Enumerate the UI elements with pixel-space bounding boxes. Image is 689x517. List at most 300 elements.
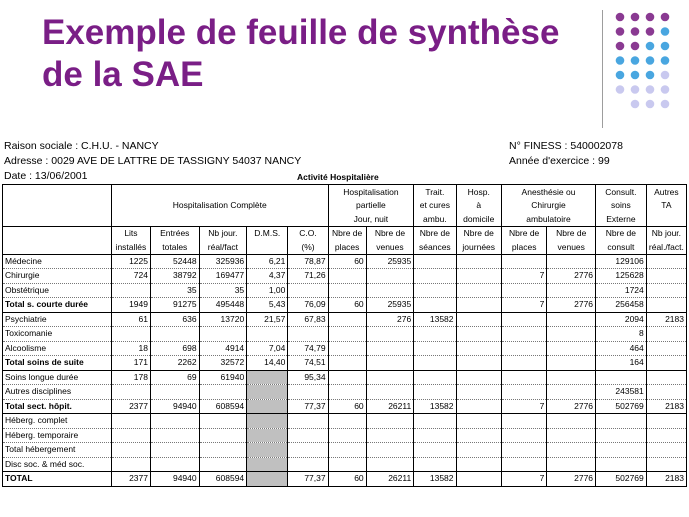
decoration-dot <box>661 27 670 36</box>
subheader-nbjour: Nb jour. <box>199 226 247 240</box>
cell-hd <box>456 399 501 414</box>
cell-lits: 178 <box>111 370 150 385</box>
cell-an-venues: 2776 <box>547 298 596 313</box>
subheader-dms-2 <box>247 240 288 254</box>
subheader-entrees-2: totales <box>150 240 199 254</box>
decoration-dot <box>646 85 655 94</box>
row-label: TOTAL <box>3 472 112 487</box>
cell-nbjour <box>199 443 247 458</box>
cell-hd <box>456 356 501 371</box>
cell-hd <box>456 254 501 269</box>
cell-hp-places: 60 <box>328 399 366 414</box>
cell-hp-places <box>328 414 366 429</box>
cell-co <box>288 428 328 443</box>
cell-hd <box>456 327 501 342</box>
cell-an-venues <box>547 428 596 443</box>
cell-hp-venues: 25935 <box>366 254 414 269</box>
cell-dms: 21,57 <box>247 312 288 327</box>
cell-entrees: 69 <box>150 370 199 385</box>
cell-cs: 256458 <box>596 298 647 313</box>
subheader-ta: Nb jour. <box>646 226 686 240</box>
cell-ta <box>646 457 686 472</box>
cell-lits: 171 <box>111 356 150 371</box>
cell-nbjour: 61940 <box>199 370 247 385</box>
cell-cs <box>596 428 647 443</box>
table-row <box>3 254 687 269</box>
cell-entrees <box>150 414 199 429</box>
cell-tr <box>414 327 456 342</box>
cell-an-venues <box>547 356 596 371</box>
cell-hd <box>456 472 501 487</box>
subheader-cs-consult-2: consult <box>596 240 647 254</box>
cell-an-places: 7 <box>501 269 546 284</box>
cell-nbjour <box>199 457 247 472</box>
cell-tr <box>414 428 456 443</box>
cell-dms: 5,43 <box>247 298 288 313</box>
cell-an-venues <box>547 283 596 298</box>
cell-entrees: 94940 <box>150 399 199 414</box>
cell-co: 74,79 <box>288 341 328 356</box>
table-row <box>3 370 687 385</box>
header-row-2 <box>3 199 687 213</box>
cell-co: 77,37 <box>288 399 328 414</box>
cell-hd <box>456 341 501 356</box>
table-row <box>3 385 687 400</box>
cell-hd <box>456 428 501 443</box>
cell-an-venues <box>547 457 596 472</box>
cell-lits <box>111 385 150 400</box>
cell-tr <box>414 254 456 269</box>
title-divider <box>602 10 603 128</box>
cell-ta <box>646 414 686 429</box>
decoration-dot <box>631 56 640 65</box>
cell-co: 95,34 <box>288 370 328 385</box>
cell-entrees: 35 <box>150 283 199 298</box>
decoration-dot <box>646 27 655 36</box>
establishment-info <box>4 139 301 184</box>
decoration-dot <box>646 42 655 51</box>
subheader-hd-journees: Nbre de <box>456 226 501 240</box>
cell-hp-venues: 26211 <box>366 472 414 487</box>
table-row <box>3 356 687 371</box>
cell-hp-places <box>328 269 366 284</box>
header-autres-line1: Autres <box>646 185 686 199</box>
dot-grid-decoration <box>612 12 682 112</box>
cell-hp-venues: 25935 <box>366 298 414 313</box>
cell-co: 67,83 <box>288 312 328 327</box>
subheader-tr-seances: Nbre de <box>414 226 456 240</box>
cell-ta: 2183 <box>646 399 686 414</box>
cell-nbjour: 13720 <box>199 312 247 327</box>
table-row <box>3 428 687 443</box>
header-hp-line3: Jour, nuit <box>328 212 414 226</box>
cell-lits <box>111 428 150 443</box>
cell-co: 77,37 <box>288 472 328 487</box>
cell-an-places <box>501 283 546 298</box>
decoration-dot <box>631 71 640 80</box>
cell-ta <box>646 428 686 443</box>
cell-dms: 7,04 <box>247 341 288 356</box>
subheader-row-1 <box>3 226 687 240</box>
cell-an-places: 7 <box>501 298 546 313</box>
row-label: Total hébergement <box>3 443 112 458</box>
row-label: Total s. courte durée <box>3 298 112 313</box>
row-label: Total sect. hôpit. <box>3 399 112 414</box>
cell-hp-venues <box>366 356 414 371</box>
cell-tr: 13582 <box>414 472 456 487</box>
header-hosp-line2: à <box>456 199 501 213</box>
cell-tr <box>414 341 456 356</box>
decoration-dot <box>661 13 670 22</box>
decoration-dot <box>646 56 655 65</box>
cell-hp-places <box>328 385 366 400</box>
slide-title: Exemple de feuille de synthèse de la SAE <box>42 13 560 94</box>
header-blank <box>3 199 112 213</box>
subheader-row-2 <box>3 240 687 254</box>
decoration-dot <box>631 13 640 22</box>
cell-nbjour <box>199 385 247 400</box>
subheader-an-venues: Nbre de <box>547 226 596 240</box>
cell-lits <box>111 283 150 298</box>
cell-tr: 13582 <box>414 312 456 327</box>
cell-tr <box>414 269 456 284</box>
cell-co <box>288 414 328 429</box>
cell-entrees: 94940 <box>150 472 199 487</box>
cell-hd <box>456 312 501 327</box>
cell-nbjour: 608594 <box>199 399 247 414</box>
cell-cs <box>596 457 647 472</box>
subheader-an-places: Nbre de <box>501 226 546 240</box>
cell-cs: 243581 <box>596 385 647 400</box>
subheader-hp-places-2: places <box>328 240 366 254</box>
cell-ta <box>646 254 686 269</box>
cell-co <box>288 283 328 298</box>
cell-nbjour: 495448 <box>199 298 247 313</box>
cell-an-places <box>501 385 546 400</box>
cell-hd <box>456 298 501 313</box>
cell-lits: 18 <box>111 341 150 356</box>
row-label: Héberg. complet <box>3 414 112 429</box>
decoration-dot <box>661 71 670 80</box>
cell-dms <box>247 327 288 342</box>
cell-hp-places <box>328 341 366 356</box>
decoration-dot <box>616 85 625 94</box>
subheader-hp-places: Nbre de <box>328 226 366 240</box>
decoration-dot <box>631 42 640 51</box>
decoration-dot <box>616 42 625 51</box>
cell-entrees: 2262 <box>150 356 199 371</box>
cell-hp-venues <box>366 385 414 400</box>
cell-ta <box>646 327 686 342</box>
subheader-hp-venues-2: venues <box>366 240 414 254</box>
cell-hd <box>456 269 501 284</box>
cell-lits: 1225 <box>111 254 150 269</box>
cell-nbjour: 4914 <box>199 341 247 356</box>
subheader-lits-2: installés <box>111 240 150 254</box>
cell-an-places <box>501 254 546 269</box>
header-blank <box>3 185 112 199</box>
cell-an-venues: 2776 <box>547 472 596 487</box>
cell-hp-venues <box>366 327 414 342</box>
subheader-an-places-2: places <box>501 240 546 254</box>
activity-table <box>2 184 687 487</box>
table-row <box>3 327 687 342</box>
cell-nbjour: 35 <box>199 283 247 298</box>
cell-hd <box>456 457 501 472</box>
table-row <box>3 312 687 327</box>
cell-cs: 164 <box>596 356 647 371</box>
cell-hp-venues <box>366 457 414 472</box>
header-hosp-line3: domicile <box>456 212 501 226</box>
cell-an-places: 7 <box>501 472 546 487</box>
cell-hp-venues: 276 <box>366 312 414 327</box>
cell-co: 71,26 <box>288 269 328 284</box>
cell-an-places <box>501 370 546 385</box>
cell-tr: 13582 <box>414 399 456 414</box>
sheet-title: Activité Hospitalière <box>297 172 379 182</box>
cell-tr <box>414 443 456 458</box>
cell-co <box>288 385 328 400</box>
decoration-dot <box>631 85 640 94</box>
cell-hd <box>456 414 501 429</box>
cell-co <box>288 443 328 458</box>
subheader-tr-seances-2: séances <box>414 240 456 254</box>
cell-tr <box>414 414 456 429</box>
cell-an-venues <box>547 385 596 400</box>
decoration-dot <box>661 100 670 109</box>
cell-cs: 464 <box>596 341 647 356</box>
annee-exercice: Année d'exercice : 99 <box>509 155 610 167</box>
cell-ta <box>646 385 686 400</box>
cell-ta <box>646 269 686 284</box>
cell-co <box>288 457 328 472</box>
cell-entrees <box>150 457 199 472</box>
cell-entrees: 38792 <box>150 269 199 284</box>
header-hp-line1: Hospitalisation <box>328 185 414 199</box>
cell-co: 76,09 <box>288 298 328 313</box>
table-row <box>3 341 687 356</box>
subheader-nbjour-2: réal/fact <box>199 240 247 254</box>
cell-co: 74,51 <box>288 356 328 371</box>
adresse: Adresse : 0029 AVE DE LATTRE DE TASSIGNY 54037 NANCY <box>4 155 302 167</box>
cell-entrees: 698 <box>150 341 199 356</box>
cell-an-places <box>501 443 546 458</box>
cell-ta: 2183 <box>646 472 686 487</box>
cell-entrees <box>150 327 199 342</box>
header-row-3 <box>3 212 687 226</box>
cell-hp-places: 60 <box>328 472 366 487</box>
cell-cs: 129106 <box>596 254 647 269</box>
cell-hp-venues <box>366 428 414 443</box>
row-label: Soins longue durée <box>3 370 112 385</box>
cell-cs <box>596 443 647 458</box>
cell-lits: 61 <box>111 312 150 327</box>
table-row <box>3 283 687 298</box>
row-label: Chirurgie <box>3 269 112 284</box>
cell-hp-places <box>328 370 366 385</box>
header-row-1 <box>3 185 687 199</box>
table-row <box>3 472 687 487</box>
cell-lits <box>111 457 150 472</box>
cell-dms <box>247 428 288 443</box>
cell-ta <box>646 356 686 371</box>
cell-cs: 502769 <box>596 399 647 414</box>
row-label: Disc soc. & méd soc. <box>3 457 112 472</box>
cell-hp-venues <box>366 269 414 284</box>
cell-dms <box>247 399 288 414</box>
subheader-lits: Lits <box>111 226 150 240</box>
cell-ta <box>646 298 686 313</box>
header-trait-line1: Trait. <box>414 185 456 199</box>
cell-an-places <box>501 356 546 371</box>
cell-an-venues <box>547 370 596 385</box>
cell-ta: 2183 <box>646 312 686 327</box>
cell-an-places: 7 <box>501 399 546 414</box>
cell-lits: 2377 <box>111 399 150 414</box>
cell-cs: 1724 <box>596 283 647 298</box>
cell-dms: 14,40 <box>247 356 288 371</box>
table-row <box>3 269 687 284</box>
cell-cs <box>596 414 647 429</box>
cell-dms <box>247 414 288 429</box>
cell-nbjour <box>199 428 247 443</box>
decoration-dot <box>646 100 655 109</box>
decoration-dot <box>616 56 625 65</box>
header-hospitalisation-complete: Hospitalisation Complète <box>111 185 328 227</box>
cell-nbjour: 325936 <box>199 254 247 269</box>
cell-lits <box>111 327 150 342</box>
decoration-dot <box>616 71 625 80</box>
cell-an-venues <box>547 254 596 269</box>
cell-an-venues <box>547 443 596 458</box>
cell-an-venues <box>547 327 596 342</box>
row-label: Total soins de suite <box>3 356 112 371</box>
date: Date : 13/06/2001 <box>4 170 88 182</box>
decoration-dot <box>661 42 670 51</box>
cell-lits <box>111 414 150 429</box>
subheader-cs-consult: Nbre de <box>596 226 647 240</box>
subheader-co-2: (%) <box>288 240 328 254</box>
cell-an-places <box>501 327 546 342</box>
cell-entrees <box>150 428 199 443</box>
subheader-entrees: Entrées <box>150 226 199 240</box>
cell-tr <box>414 356 456 371</box>
finess-info <box>509 139 623 169</box>
cell-lits: 2377 <box>111 472 150 487</box>
cell-hp-places <box>328 443 366 458</box>
row-label: Médecine <box>3 254 112 269</box>
cell-entrees: 52448 <box>150 254 199 269</box>
decoration-dot <box>631 27 640 36</box>
cell-nbjour: 608594 <box>199 472 247 487</box>
cell-an-venues <box>547 341 596 356</box>
table-row <box>3 414 687 429</box>
cell-lits: 724 <box>111 269 150 284</box>
cell-an-venues <box>547 312 596 327</box>
table-row <box>3 443 687 458</box>
cell-cs: 2094 <box>596 312 647 327</box>
cell-an-places <box>501 312 546 327</box>
table-row <box>3 298 687 313</box>
cell-hd <box>456 385 501 400</box>
subheader-hp-venues: Nbre de <box>366 226 414 240</box>
cell-tr <box>414 283 456 298</box>
cell-lits: 1949 <box>111 298 150 313</box>
cell-cs <box>596 370 647 385</box>
cell-hp-venues: 26211 <box>366 399 414 414</box>
cell-hp-venues <box>366 341 414 356</box>
cell-an-places <box>501 457 546 472</box>
cell-lits <box>111 443 150 458</box>
cell-dms <box>247 472 288 487</box>
cell-nbjour: 32572 <box>199 356 247 371</box>
cell-entrees <box>150 385 199 400</box>
cell-hp-places <box>328 356 366 371</box>
cell-entrees: 636 <box>150 312 199 327</box>
cell-tr <box>414 370 456 385</box>
finess-number: N° FINESS : 540002078 <box>509 140 623 152</box>
table-row <box>3 457 687 472</box>
header-anest-line1: Anesthésie ou <box>501 185 595 199</box>
cell-hp-places: 60 <box>328 298 366 313</box>
header-autres-line3 <box>646 212 686 226</box>
cell-hp-places <box>328 428 366 443</box>
cell-ta <box>646 443 686 458</box>
cell-co: 78,87 <box>288 254 328 269</box>
cell-nbjour <box>199 414 247 429</box>
cell-an-places <box>501 428 546 443</box>
header-trait-line3: ambu. <box>414 212 456 226</box>
header-trait-line2: et cures <box>414 199 456 213</box>
cell-entrees <box>150 443 199 458</box>
cell-hp-places <box>328 457 366 472</box>
subheader-dms: D.M.S. <box>247 226 288 240</box>
subheader-hd-journees-2: journées <box>456 240 501 254</box>
cell-an-venues: 2776 <box>547 399 596 414</box>
cell-ta <box>646 341 686 356</box>
cell-hp-places <box>328 283 366 298</box>
cell-an-places <box>501 414 546 429</box>
decoration-dot <box>616 27 625 36</box>
decoration-dot <box>646 71 655 80</box>
cell-hp-venues <box>366 414 414 429</box>
subheader-co: C.O. <box>288 226 328 240</box>
cell-entrees: 91275 <box>150 298 199 313</box>
header-anest-line2: Chirurgie <box>501 199 595 213</box>
cell-nbjour <box>199 327 247 342</box>
decoration-dot <box>661 85 670 94</box>
decoration-dot <box>661 56 670 65</box>
table-row <box>3 399 687 414</box>
cell-ta <box>646 370 686 385</box>
row-label: Obstétrique <box>3 283 112 298</box>
row-label: Autres disciplines <box>3 385 112 400</box>
cell-hp-places <box>328 327 366 342</box>
cell-dms: 1,00 <box>247 283 288 298</box>
cell-ta <box>646 283 686 298</box>
header-hosp-line1: Hosp. <box>456 185 501 199</box>
cell-hd <box>456 370 501 385</box>
cell-tr <box>414 298 456 313</box>
raison-sociale: Raison sociale : C.H.U. - NANCY <box>4 140 159 152</box>
cell-dms <box>247 385 288 400</box>
cell-hp-venues <box>366 370 414 385</box>
cell-dms <box>247 370 288 385</box>
header-hp-line2: partielle <box>328 199 414 213</box>
cell-an-venues <box>547 414 596 429</box>
cell-dms: 4,37 <box>247 269 288 284</box>
cell-dms: 6,21 <box>247 254 288 269</box>
